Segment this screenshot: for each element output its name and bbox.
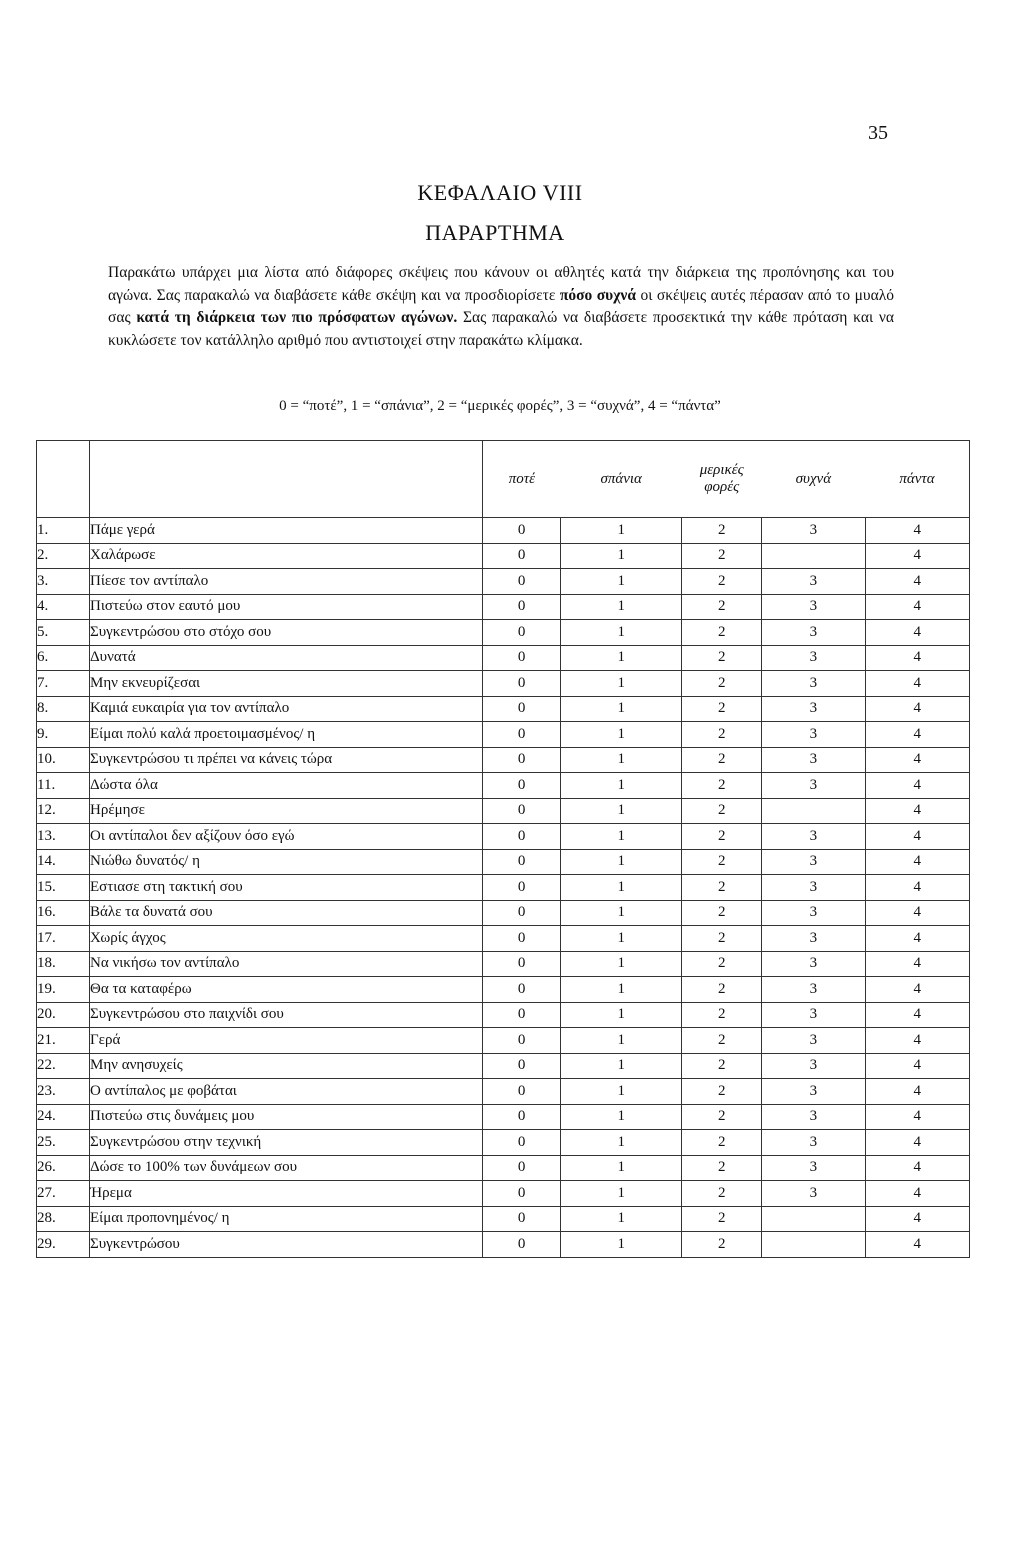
rating-option[interactable]: 2: [682, 1206, 762, 1232]
rating-option[interactable]: 3: [762, 951, 865, 977]
rating-option[interactable]: 1: [561, 569, 682, 595]
rating-option[interactable]: 0: [483, 1181, 561, 1207]
rating-option[interactable]: 3: [762, 773, 865, 799]
rating-option[interactable]: 2: [682, 900, 762, 926]
rating-option[interactable]: 2: [682, 747, 762, 773]
rating-option[interactable]: 3: [762, 722, 865, 748]
rating-option[interactable]: 4: [865, 1130, 969, 1156]
rating-option[interactable]: 4: [865, 1206, 969, 1232]
table-header-row: [37, 441, 970, 518]
row-number: 15.: [37, 875, 90, 901]
table-row: [37, 798, 970, 824]
row-number: 8.: [37, 696, 90, 722]
rating-option[interactable]: 2: [682, 951, 762, 977]
rating-option[interactable]: 4: [865, 977, 969, 1003]
rating-option[interactable]: 0: [483, 569, 561, 595]
rating-option[interactable]: 3: [762, 1130, 865, 1156]
rating-option[interactable]: 3: [762, 569, 865, 595]
rating-option[interactable]: 0: [483, 977, 561, 1003]
rating-option[interactable]: 2: [682, 1104, 762, 1130]
rating-option[interactable]: 0: [483, 1206, 561, 1232]
table-row: [37, 594, 970, 620]
rating-option[interactable]: 4: [865, 645, 969, 671]
rating-option[interactable]: 2: [682, 875, 762, 901]
header-sometimes: μερικές φορές: [682, 441, 762, 518]
rating-option[interactable]: 2: [682, 569, 762, 595]
rating-option[interactable]: 0: [483, 798, 561, 824]
row-statement: Θα τα καταφέρω: [90, 977, 483, 1003]
table-row: [37, 1053, 970, 1079]
rating-option[interactable]: 4: [865, 1104, 969, 1130]
row-statement: Νιώθω δυνατός/ η: [90, 849, 483, 875]
rating-option[interactable]: 4: [865, 1053, 969, 1079]
rating-option[interactable]: 1: [561, 1104, 682, 1130]
rating-option[interactable]: 2: [682, 594, 762, 620]
rating-option[interactable]: 3: [762, 671, 865, 697]
rating-option[interactable]: 2: [682, 671, 762, 697]
table-row: [37, 1130, 970, 1156]
row-statement: Πιστεύω στις δυνάμεις μου: [90, 1104, 483, 1130]
rating-option[interactable]: 1: [561, 594, 682, 620]
header-often: συχνά: [762, 441, 865, 518]
rating-option[interactable]: 4: [865, 926, 969, 952]
rating-option[interactable]: 3: [762, 620, 865, 646]
rating-option[interactable]: 1: [561, 518, 682, 544]
rating-option[interactable]: 2: [682, 696, 762, 722]
rating-option[interactable]: 3: [762, 875, 865, 901]
rating-option[interactable]: 1: [561, 900, 682, 926]
row-statement: Εστιασε στη τακτική σου: [90, 875, 483, 901]
rating-option[interactable]: 3: [762, 594, 865, 620]
rating-option[interactable]: 3: [762, 900, 865, 926]
row-statement: Χωρίς άγχος: [90, 926, 483, 952]
header-number-cell: [37, 441, 90, 518]
row-number: 21.: [37, 1028, 90, 1054]
rating-option[interactable]: 3: [762, 1155, 865, 1181]
rating-option[interactable]: 0: [483, 645, 561, 671]
rating-option[interactable]: 1: [561, 1002, 682, 1028]
rating-option[interactable]: 0: [483, 773, 561, 799]
table-row: [37, 620, 970, 646]
row-number: 17.: [37, 926, 90, 952]
row-number: 6.: [37, 645, 90, 671]
rating-option[interactable]: 0: [483, 900, 561, 926]
rating-option[interactable]: 2: [682, 1181, 762, 1207]
rating-option[interactable]: 4: [865, 1079, 969, 1105]
row-statement: Να νικήσω τον αντίπαλο: [90, 951, 483, 977]
row-statement: Οι αντίπαλοι δεν αξίζουν όσο εγώ: [90, 824, 483, 850]
row-number: 27.: [37, 1181, 90, 1207]
table-row: [37, 951, 970, 977]
table-row: [37, 1028, 970, 1054]
rating-option[interactable]: 4: [865, 620, 969, 646]
rating-option[interactable]: 4: [865, 798, 969, 824]
rating-option[interactable]: 1: [561, 1206, 682, 1232]
intro-emphasis: κατά τη διάρκεια των πιο πρόσφατων αγώνων.: [136, 309, 458, 326]
table-row: [37, 696, 970, 722]
row-number: 25.: [37, 1130, 90, 1156]
rating-option[interactable]: 1: [561, 722, 682, 748]
rating-option[interactable]: 0: [483, 1028, 561, 1054]
table-row: [37, 773, 970, 799]
rating-option[interactable]: 0: [483, 849, 561, 875]
rating-option[interactable]: 2: [682, 1232, 762, 1258]
row-number: 24.: [37, 1104, 90, 1130]
chapter-title: ΚΕΦΑΛΑΙΟ VIII: [417, 180, 583, 205]
row-number: 16.: [37, 900, 90, 926]
rating-option[interactable]: 2: [682, 1155, 762, 1181]
rating-option[interactable]: 2: [682, 1028, 762, 1054]
thoughts-table: [36, 440, 970, 1258]
row-statement: Πιστεύω στον εαυτό μου: [90, 594, 483, 620]
intro-emphasis: πόσο συχνά: [559, 286, 636, 304]
rating-option[interactable]: 3: [762, 977, 865, 1003]
row-statement: Συγκεντρώσου στο παιχνίδι σου: [90, 1002, 483, 1028]
rating-option[interactable]: 4: [865, 773, 969, 799]
row-number: 14.: [37, 849, 90, 875]
rating-option[interactable]: 0: [483, 1053, 561, 1079]
rating-option[interactable]: 2: [682, 1130, 762, 1156]
table-row: [37, 875, 970, 901]
rating-option[interactable]: 2: [682, 798, 762, 824]
header-always: πάντα: [865, 441, 969, 518]
row-statement: Πίεσε τον αντίπαλο: [90, 569, 483, 595]
row-statement: Ήρεμα: [90, 1181, 483, 1207]
table-row: [37, 977, 970, 1003]
row-statement: Είμαι πολύ καλά προετοιμασμένος/ η: [90, 722, 483, 748]
row-statement: Συγκεντρώσου: [90, 1232, 483, 1258]
rating-option[interactable]: 3: [762, 1104, 865, 1130]
rating-option[interactable]: 1: [561, 798, 682, 824]
table-row: [37, 543, 970, 569]
rating-option[interactable]: 4: [865, 594, 969, 620]
rating-option[interactable]: 1: [561, 977, 682, 1003]
rating-option[interactable]: 1: [561, 849, 682, 875]
row-number: 23.: [37, 1079, 90, 1105]
rating-option[interactable]: 4: [865, 1155, 969, 1181]
rating-option[interactable]: 3: [762, 926, 865, 952]
row-number: 11.: [37, 773, 90, 799]
table-row: [37, 1232, 970, 1258]
rating-option[interactable]: 2: [682, 977, 762, 1003]
table-row: [37, 926, 970, 952]
rating-option[interactable]: 1: [561, 926, 682, 952]
rating-option[interactable]: 3: [762, 645, 865, 671]
row-number: 26.: [37, 1155, 90, 1181]
rating-scale: 0 = “ποτέ”, 1 = “σπάνια”, 2 = “μερικές φορές”, 3 = “συχνά”, 4 = “πάντα”: [279, 398, 721, 414]
rating-option[interactable]: 4: [865, 1232, 969, 1258]
row-number: 29.: [37, 1232, 90, 1258]
table-row: [37, 900, 970, 926]
row-statement: Δώστα όλα: [90, 773, 483, 799]
rating-option[interactable]: 0: [483, 875, 561, 901]
table-row: [37, 1181, 970, 1207]
rating-option[interactable]: 1: [561, 620, 682, 646]
row-statement: Μην ανησυχείς: [90, 1053, 483, 1079]
table-row: [37, 849, 970, 875]
rating-option[interactable]: 3: [762, 518, 865, 544]
rating-option[interactable]: 2: [682, 1053, 762, 1079]
rating-option[interactable]: 0: [483, 620, 561, 646]
rating-option[interactable]: 0: [483, 951, 561, 977]
table-row: [37, 722, 970, 748]
rating-option[interactable]: 4: [865, 1181, 969, 1207]
table-row: [37, 645, 970, 671]
rating-option[interactable]: 3: [762, 1053, 865, 1079]
rating-option[interactable]: 2: [682, 645, 762, 671]
rating-option[interactable]: 4: [865, 569, 969, 595]
rating-option[interactable]: 1: [561, 1181, 682, 1207]
row-number: 4.: [37, 594, 90, 620]
rating-option[interactable]: 4: [865, 875, 969, 901]
rating-option[interactable]: 3: [762, 1028, 865, 1054]
rating-option[interactable]: 1: [561, 543, 682, 569]
rating-option[interactable]: 0: [483, 594, 561, 620]
row-number: 2.: [37, 543, 90, 569]
rating-option[interactable]: 0: [483, 824, 561, 850]
rating-option[interactable]: 3: [762, 747, 865, 773]
rating-option[interactable]: [762, 1232, 865, 1258]
rating-option[interactable]: 2: [682, 620, 762, 646]
row-statement: Είμαι προπονημένος/ η: [90, 1206, 483, 1232]
row-number: 18.: [37, 951, 90, 977]
rating-option[interactable]: 4: [865, 849, 969, 875]
page-number: 35: [868, 122, 888, 144]
rating-option[interactable]: 1: [561, 1130, 682, 1156]
table-row: [37, 1002, 970, 1028]
rating-option[interactable]: 0: [483, 696, 561, 722]
rating-option[interactable]: 0: [483, 722, 561, 748]
rating-option[interactable]: 4: [865, 696, 969, 722]
intro-text: Παρακάτω υπάρχει μια λίστα από διάφορες σκέψεις που κάνουν οι αθλητές κατά την διάρκεια της προπόνησης και του αγώνα. Σας παρακαλώ να διαβάσετε κάθε σκέψη και να προσδιορίσετε: [108, 264, 894, 304]
row-statement: Καμιά ευκαιρία για τον αντίπαλο: [90, 696, 483, 722]
header-rarely: σπάνια: [561, 441, 682, 518]
rating-option[interactable]: 1: [561, 645, 682, 671]
row-statement: Βάλε τα δυνατά σου: [90, 900, 483, 926]
rating-option[interactable]: 1: [561, 773, 682, 799]
row-statement: Ηρέμησε: [90, 798, 483, 824]
rating-option[interactable]: 2: [682, 722, 762, 748]
intro-text: οι σκέψεις αυτές πέρασαν από το μυαλό σας: [108, 286, 894, 326]
rating-option[interactable]: 4: [865, 1002, 969, 1028]
rating-option[interactable]: 1: [561, 1053, 682, 1079]
row-number: 13.: [37, 824, 90, 850]
row-statement: Πάμε γερά: [90, 518, 483, 544]
row-statement: Ο αντίπαλος με φοβάται: [90, 1079, 483, 1105]
header-never: ποτέ: [483, 441, 561, 518]
rating-option[interactable]: 2: [682, 518, 762, 544]
rating-option[interactable]: 3: [762, 849, 865, 875]
rating-option[interactable]: 4: [865, 543, 969, 569]
rating-option[interactable]: 0: [483, 1232, 561, 1258]
row-number: 5.: [37, 620, 90, 646]
table-row: [37, 1206, 970, 1232]
rating-option[interactable]: 3: [762, 1181, 865, 1207]
row-number: 12.: [37, 798, 90, 824]
intro-text: Σας παρακαλώ να διαβάσετε προσεκτικά την κάθε πρόταση και να κυκλώσετε τον κατάλληλο αριθμό που αντιστοιχεί στην παρακάτω κλίμακα.: [108, 309, 894, 349]
rating-option[interactable]: 3: [762, 1079, 865, 1105]
row-statement: Συγκεντρώσου στο στόχο σου: [90, 620, 483, 646]
row-number: 1.: [37, 518, 90, 544]
rating-option[interactable]: 0: [483, 1002, 561, 1028]
rating-option[interactable]: 4: [865, 900, 969, 926]
table-row: [37, 518, 970, 544]
row-number: 19.: [37, 977, 90, 1003]
rating-option[interactable]: 0: [483, 1104, 561, 1130]
row-statement: Μην εκνευρίζεσαι: [90, 671, 483, 697]
row-number: 9.: [37, 722, 90, 748]
rating-option[interactable]: 1: [561, 1155, 682, 1181]
rating-option[interactable]: 1: [561, 671, 682, 697]
row-statement: Δώσε το 100% των δυνάμεων σου: [90, 1155, 483, 1181]
rating-option[interactable]: 1: [561, 824, 682, 850]
table-row: [37, 1155, 970, 1181]
table-row: [37, 824, 970, 850]
rating-option[interactable]: 4: [865, 824, 969, 850]
rating-option[interactable]: 0: [483, 1130, 561, 1156]
rating-option[interactable]: 3: [762, 1002, 865, 1028]
row-statement: Συγκεντρώσου στην τεχνική: [90, 1130, 483, 1156]
rating-option[interactable]: 1: [561, 1232, 682, 1258]
row-statement: Γερά: [90, 1028, 483, 1054]
rating-option[interactable]: 3: [762, 824, 865, 850]
rating-option[interactable]: 0: [483, 543, 561, 569]
rating-option[interactable]: 0: [483, 926, 561, 952]
rating-option[interactable]: 1: [561, 696, 682, 722]
rating-option[interactable]: 2: [682, 543, 762, 569]
rating-option[interactable]: 0: [483, 671, 561, 697]
rating-option[interactable]: 1: [561, 875, 682, 901]
rating-option[interactable]: [762, 798, 865, 824]
rating-option[interactable]: 2: [682, 773, 762, 799]
row-statement: Δυνατά: [90, 645, 483, 671]
row-statement: Συγκεντρώσου τι πρέπει να κάνεις τώρα: [90, 747, 483, 773]
rating-option[interactable]: 1: [561, 951, 682, 977]
rating-option[interactable]: 4: [865, 722, 969, 748]
row-number: 22.: [37, 1053, 90, 1079]
rating-option[interactable]: 4: [865, 747, 969, 773]
row-number: 28.: [37, 1206, 90, 1232]
rating-option[interactable]: 2: [682, 824, 762, 850]
intro-paragraph: [108, 262, 894, 352]
row-number: 7.: [37, 671, 90, 697]
rating-option[interactable]: 0: [483, 1155, 561, 1181]
rating-option[interactable]: 0: [483, 518, 561, 544]
rating-option[interactable]: 1: [561, 747, 682, 773]
row-number: 20.: [37, 1002, 90, 1028]
row-number: 10.: [37, 747, 90, 773]
rating-option[interactable]: 4: [865, 951, 969, 977]
rating-option[interactable]: 3: [762, 696, 865, 722]
row-number: 3.: [37, 569, 90, 595]
rating-option[interactable]: 1: [561, 1079, 682, 1105]
table-row: [37, 1079, 970, 1105]
rating-option[interactable]: 4: [865, 1028, 969, 1054]
rating-option[interactable]: 0: [483, 1079, 561, 1105]
rating-option[interactable]: [762, 1206, 865, 1232]
rating-option[interactable]: [762, 543, 865, 569]
table-row: [37, 569, 970, 595]
rating-option[interactable]: 4: [865, 518, 969, 544]
rating-option[interactable]: 2: [682, 1002, 762, 1028]
table-row: [37, 671, 970, 697]
rating-option[interactable]: 2: [682, 926, 762, 952]
header-item-cell: [90, 441, 483, 518]
rating-option[interactable]: 2: [682, 849, 762, 875]
table-row: [37, 1104, 970, 1130]
rating-option[interactable]: 2: [682, 1079, 762, 1105]
appendix-title: ΠΑΡΑΡΤΗΜΑ: [425, 220, 565, 245]
rating-option[interactable]: 4: [865, 671, 969, 697]
table-row: [37, 747, 970, 773]
row-statement: Χαλάρωσε: [90, 543, 483, 569]
rating-option[interactable]: 0: [483, 747, 561, 773]
rating-option[interactable]: 1: [561, 1028, 682, 1054]
